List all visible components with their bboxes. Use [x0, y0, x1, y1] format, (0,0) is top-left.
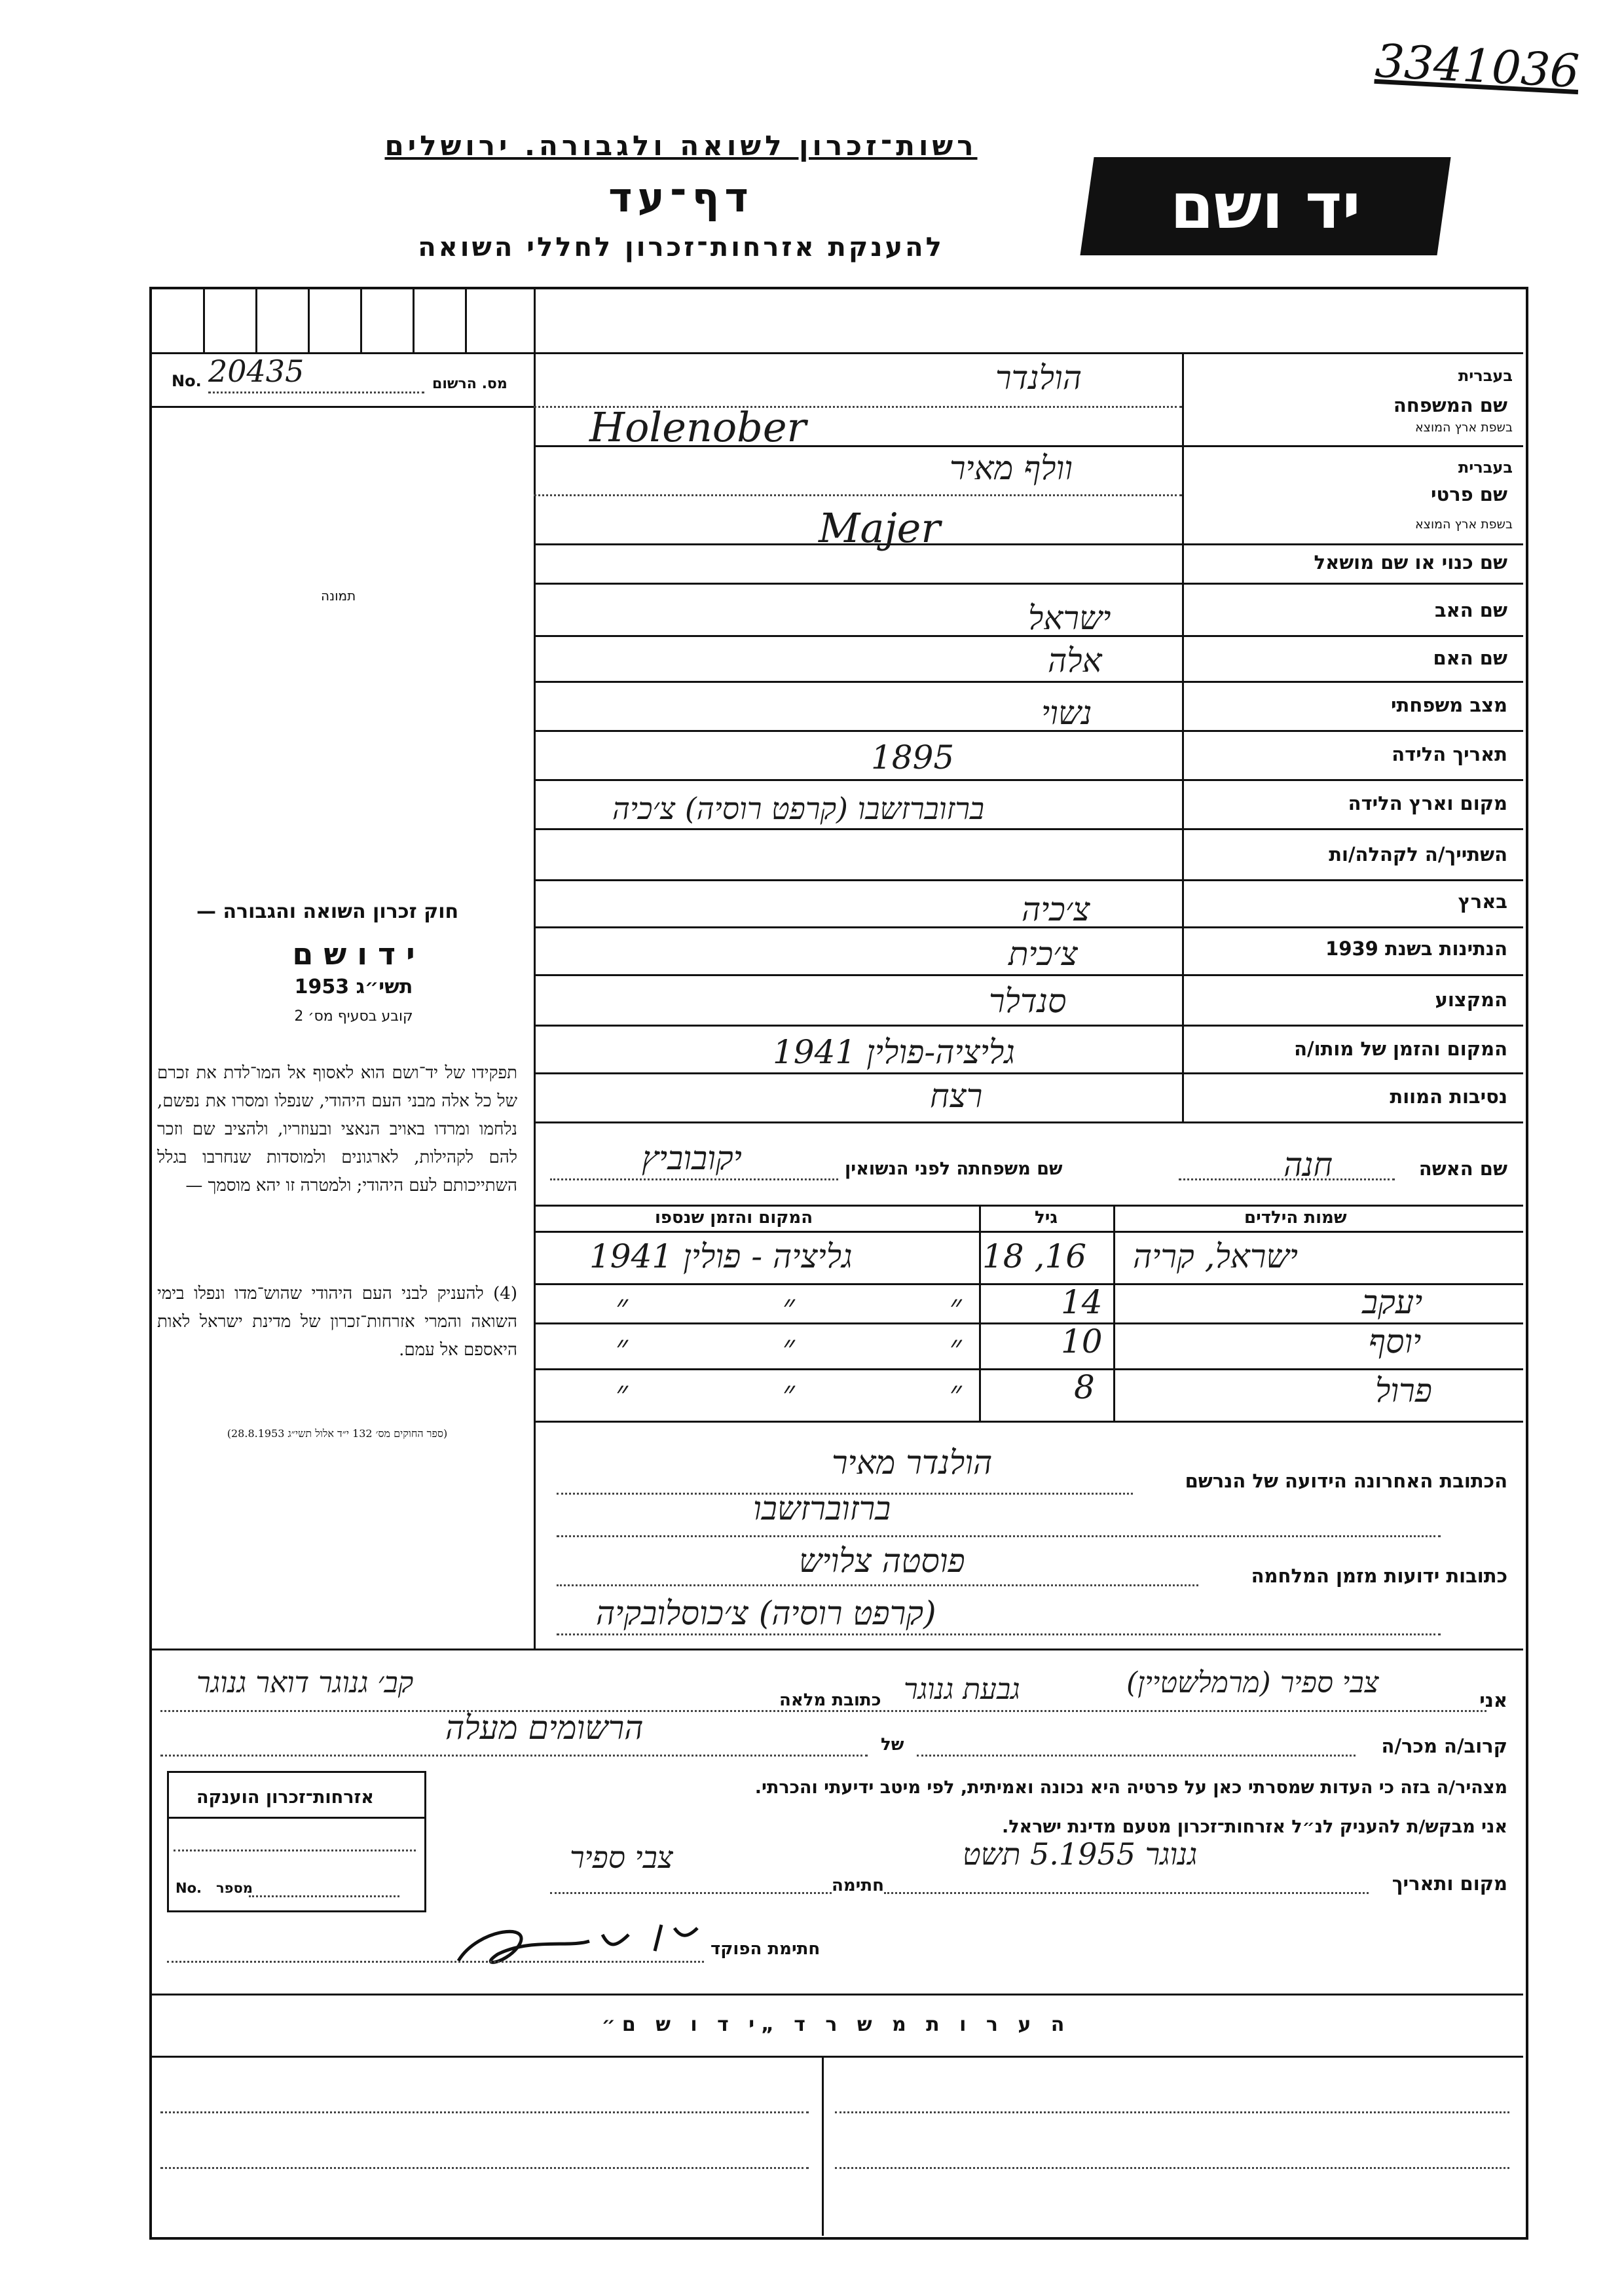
yad-vashem-logo — [1080, 157, 1450, 255]
last-address-line-2: ברזוברזשבו — [753, 1489, 891, 1527]
citizenship-value: צ׳כית — [1008, 935, 1078, 973]
family-name-sub-origin: בשפת ארץ המוצא — [1414, 420, 1513, 435]
child-name: יעקב — [1362, 1283, 1423, 1321]
declarant-city: גבעת גנוגר — [904, 1673, 1020, 1706]
first-name-hebrew: וולף מאיר — [950, 449, 1073, 487]
place-date-value: גנוגר 5.1955 תשט — [963, 1836, 1198, 1872]
death-circ-label: נסיבות המוות — [1390, 1085, 1507, 1108]
child-place: גליציה - פולין 1941 — [589, 1237, 853, 1275]
first-name-origin: Majer — [819, 504, 940, 552]
of-label: של — [881, 1735, 904, 1755]
wife-label: שם האשה — [1418, 1157, 1507, 1180]
logo-text: יד ושם — [1170, 170, 1361, 243]
family-name-sub-hebrew: בעברית — [1458, 367, 1513, 385]
country-value: צ׳כיה — [1022, 890, 1090, 928]
law-year: תשי״ג 1953 — [294, 975, 413, 998]
death-circ-value: רצח — [930, 1077, 983, 1115]
citizenship-box-number-label: מספר — [216, 1880, 253, 1896]
death-place-value: גליציה-פולין 1941 — [773, 1033, 1015, 1071]
form-subtitle: להענקת אזרחות־זכרון לחללי השואה — [418, 232, 944, 263]
last-address-label: הכתובת האחרונה הידועה של הנרשם — [1185, 1470, 1507, 1492]
mother-label: שם האם — [1433, 647, 1507, 669]
child-age: 8 — [1074, 1368, 1095, 1406]
family-name-label: שם המשפחה — [1393, 394, 1507, 416]
child-name: ישראל, קריה — [1133, 1237, 1298, 1275]
nickname-label: שם כנוי או שם מושאל — [1314, 551, 1507, 574]
war-address-line-1: פוסטה צלויש — [799, 1542, 965, 1580]
stamp-number: 3341036 — [1374, 33, 1581, 99]
father-value: ישראל — [1028, 599, 1111, 637]
wife-maiden-label: שם משפחתה לפני הנשואין — [845, 1159, 1063, 1179]
mother-value: אלה — [1048, 642, 1102, 680]
declarant-address: קב׳ גנוגר דואר גנוגר — [196, 1666, 414, 1700]
father-label: שם האב — [1434, 599, 1507, 621]
relation-value: הרשומים מעלה — [445, 1709, 644, 1747]
wife-maiden-value: יקובוביץ — [642, 1139, 742, 1177]
officer-signature — [439, 1908, 714, 1980]
first-name-sub-origin: בשפת ארץ המוצא — [1414, 517, 1513, 532]
child-place: ״ ״ ״ — [616, 1287, 1034, 1325]
statement-1: מצהיר/ה בזה כי העדות שמסרתי כאן על פרטיה היא נכונה ואמיתית, לפי מיטב ידיעתי והכרתי. — [754, 1777, 1507, 1798]
registry-label: מס. הרשום — [432, 376, 507, 392]
child-place: ״ ״ ״ — [616, 1374, 1034, 1412]
statement-2: אני מבקש/ת להעניק לנ״ל אזרחות־זכרון מטעם מדינת ישראל. — [1001, 1817, 1507, 1837]
death-place-label: המקום והזמן של מותו/ה — [1294, 1038, 1507, 1060]
birth-date-value: 1895 — [871, 738, 955, 776]
registry-no-label: No. — [172, 372, 202, 390]
family-name-hebrew: הולנדר — [995, 359, 1082, 397]
signature-label: חתימה — [832, 1876, 884, 1895]
family-name-origin: Holenober — [589, 403, 807, 451]
children-header-names: שמות הילדים — [1244, 1208, 1347, 1228]
child-place: ״ ״ ״ — [616, 1328, 1034, 1366]
children-header-age: גיל — [1035, 1208, 1058, 1228]
declarant-ani: אני — [1479, 1689, 1507, 1711]
birth-place-value: ברזוברזשבו (קרפט רוסיה) צ׳כיה — [612, 791, 985, 826]
law-body: תפקידו של יד־ושם הוא לאסוף אל המו־לדת את זכרם של כל אלה מבני העם היהודי, שנפלו ומסרו את נפשם, נלחמו ומרדו באויב הנאצי ובעוזריו, ולהציב שם וזכר להם לקהילות, לארגונים ולמוסדות שנחרבו בגלל השתייכותם לעם היהודי; ולמטרה זו יהא מוסמך — — [157, 1063, 517, 1195]
marital-label: מצב משפחתי — [1390, 694, 1507, 716]
last-address-line-1: הולנדר מאיר — [832, 1444, 993, 1482]
remarks-title: ה ע ר ו ת מ ש ר ד „י ד ו ש ם״ — [601, 2013, 1071, 2036]
child-age: 10 — [1061, 1322, 1103, 1360]
citizenship-box-no: No. — [175, 1880, 202, 1896]
community-label: השתייך/ה לקהלה/ות — [1329, 843, 1507, 866]
war-address-line-2: (קרפט רוסיה) צ׳כוסלובקיה — [596, 1594, 936, 1632]
registry-number: 20435 — [208, 354, 304, 389]
form-title: דף־עד — [608, 173, 754, 221]
citizenship-label: הנתינות בשנת 1939 — [1325, 938, 1507, 960]
citizenship-box-title: אזרחות־זכרון הוענקה — [196, 1787, 374, 1808]
child-name: יוסף — [1369, 1322, 1422, 1360]
law-clause: קובע בסעיף מס׳ 2 — [294, 1008, 413, 1025]
law-item4: (4) להעניק לבני העם היהודי שהוש־מדו ונפלו בימי השואה והמרי אזרחות־זכרון של מדינת ישראל לאות היאספם אל עמם. — [157, 1284, 517, 1360]
country-label: בארץ — [1458, 890, 1507, 913]
profession-label: המקצוע — [1435, 989, 1507, 1011]
child-name: פרול — [1375, 1372, 1432, 1410]
place-date-label: מקום ותאריך — [1392, 1872, 1507, 1895]
relation-label: קרוב/ה מכר/ה — [1381, 1735, 1507, 1757]
children-header-place: המקום והזמן שנספו — [655, 1208, 813, 1228]
authority-title: רשות־זכרון לשואה ולגבורה. ירושלים — [384, 130, 978, 162]
law-ref: (ספר החוקים מס׳ 132 י״ד אלול תשי״ג 28.8.1953) — [227, 1427, 448, 1440]
wife-value: חנה — [1283, 1146, 1333, 1184]
law-name: י ד ו ש ם — [292, 936, 415, 972]
declarant-name: צבי ספיר (מרמלשטיין) — [1126, 1666, 1379, 1700]
law-title: חוק זכרון השואה והגבורה — — [196, 900, 459, 923]
officer-label: חתימת הפוקד — [710, 1939, 821, 1959]
war-address-label: כתובות ידועות מזמן המלחמה — [1251, 1565, 1507, 1587]
photo-label: תמונה — [321, 588, 356, 604]
first-name-sub-hebrew: בעברית — [1458, 458, 1513, 477]
marital-value: נשוי — [1041, 694, 1092, 732]
child-age: 18 ,16 — [982, 1237, 1087, 1275]
birth-place-label: מקום וארץ הלידה — [1348, 792, 1507, 814]
first-name-label: שם פרטי — [1430, 483, 1507, 505]
child-age: 14 — [1061, 1283, 1103, 1321]
birth-date-label: תאריך הלידה — [1392, 743, 1507, 765]
profession-value: סנדלר — [989, 982, 1067, 1020]
address-label: כתובת מלאה — [779, 1690, 881, 1710]
declarant-signature: צבי ספיר — [570, 1840, 673, 1875]
